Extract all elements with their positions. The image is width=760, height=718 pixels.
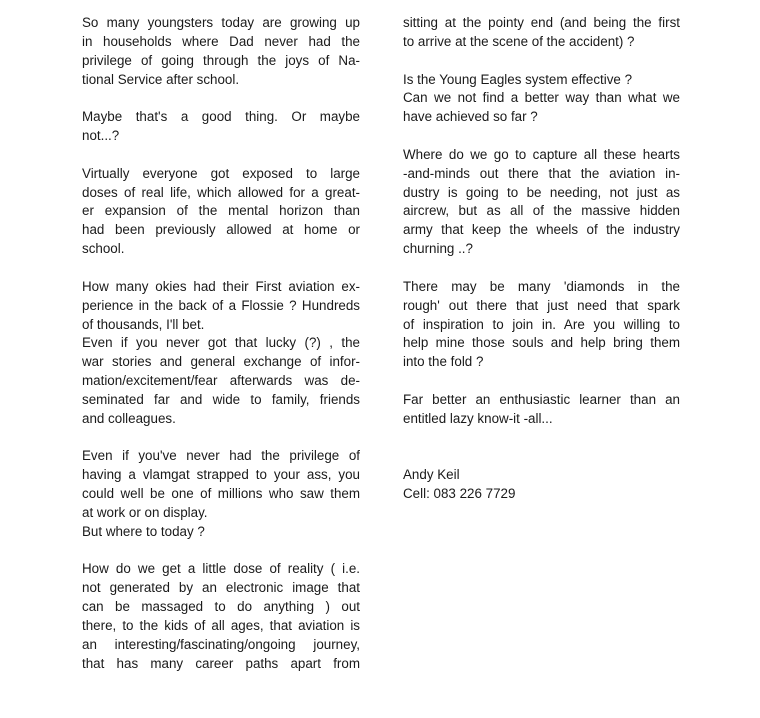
left-text-line: seminated far and wide to family, friends bbox=[82, 391, 360, 407]
left-text-line: and colleagues. bbox=[82, 410, 176, 426]
left-text-line: not...? bbox=[82, 128, 120, 144]
right-text-line: of inspiration to join in. Are you willing to bbox=[403, 316, 680, 332]
right-text-line: entitled lazy know-it -all... bbox=[403, 410, 553, 426]
paragraph-gap bbox=[403, 372, 680, 391]
right-text-line: rough' out there that just need that spark bbox=[403, 297, 680, 313]
left-text-line: perience in the back of a Flossie ? Hundreds bbox=[82, 297, 360, 313]
left-text-line: of thousands, I'll bet. bbox=[82, 316, 205, 332]
left-text-line: So many youngsters today are growing up bbox=[82, 15, 360, 30]
paragraph-gap bbox=[403, 259, 680, 278]
left-text-line: Even if you never got that lucky (?) , the bbox=[82, 335, 360, 351]
right-text-line: Is the Young Eagles system effective ? bbox=[403, 71, 633, 87]
left-text-line: Maybe that's a good thing. Or maybe bbox=[82, 109, 360, 125]
paragraph-gap bbox=[82, 259, 360, 278]
left-text-line: How do we get a little dose of reality ( i.e. bbox=[82, 561, 360, 577]
right-text-line: Andy Keil bbox=[403, 467, 460, 483]
right-text-line: Where do we go to capture all these hearts bbox=[403, 146, 680, 162]
right-text-line: help mine those souls and help bring them bbox=[403, 335, 680, 351]
right-text-line: churning ..? bbox=[403, 241, 473, 257]
left-text-line: Even if you've never had the privilege of bbox=[82, 448, 360, 464]
left-text-line: tional Service after school. bbox=[82, 71, 240, 87]
right-text-column bbox=[403, 14, 680, 504]
left-text-line: can be massaged to do anything ) out bbox=[82, 599, 360, 615]
right-text-line: Far better an enthusiastic learner than an bbox=[403, 391, 680, 407]
paragraph-gap bbox=[403, 127, 680, 146]
right-text-line: to arrive at the scene of the accident) ? bbox=[403, 33, 635, 49]
right-text-line: There may be many 'diamonds in the bbox=[403, 278, 680, 294]
left-text-line: having a vlamgat strapped to your ass, you bbox=[82, 467, 360, 483]
left-text-line: How many okies had their First aviation ex- bbox=[82, 278, 360, 294]
left-text-line: school. bbox=[82, 241, 125, 257]
paragraph-gap bbox=[403, 429, 680, 448]
right-text-line: Cell: 083 226 7729 bbox=[403, 486, 516, 502]
left-text-line: mation/excitement/fear afterwards was de- bbox=[82, 373, 360, 389]
paragraph-gap bbox=[82, 89, 360, 108]
right-text-line: Can we not find a better way than what we bbox=[403, 90, 680, 106]
paragraph-gap bbox=[403, 52, 680, 71]
left-text-line: But where to today ? bbox=[82, 523, 205, 539]
left-text-line: at work or on display. bbox=[82, 504, 208, 520]
right-text-line: into the fold ? bbox=[403, 354, 484, 370]
left-text-line: Virtually everyone got exposed to large bbox=[82, 165, 360, 181]
left-text-line: that has many career paths apart from bbox=[82, 655, 360, 671]
left-text-line: had been previously allowed at home or bbox=[82, 222, 360, 238]
left-text-line: doses of real life, which allowed for a great- bbox=[82, 184, 360, 200]
right-text-line: -and-minds out there that the aviation in- bbox=[403, 165, 680, 181]
left-text-line: privilege of going through the joys of Na- bbox=[82, 52, 360, 68]
left-text-line: could well be one of millions who saw them bbox=[82, 486, 360, 502]
left-text-line: there, to the kids of all ages, that aviation is bbox=[82, 618, 360, 633]
left-text-line: er expansion of the mental horizon than bbox=[82, 203, 360, 219]
right-text-line: aircrew, but as all of the massive hidden bbox=[403, 203, 680, 219]
paragraph-gap bbox=[403, 447, 680, 466]
left-text-column bbox=[82, 14, 360, 674]
right-text-line: dustry is going to be needing, not just as bbox=[403, 184, 680, 200]
left-text-line: an interesting/fascinating/ongoing journey, bbox=[82, 636, 360, 652]
right-text-line: have achieved so far ? bbox=[403, 109, 538, 125]
right-text-line: army that keep the wheels of the industry bbox=[403, 222, 680, 238]
paragraph-gap bbox=[82, 542, 360, 561]
right-text-line: sitting at the pointy end (and being the first bbox=[403, 15, 680, 30]
left-text-line: not generated by an electronic image that bbox=[82, 580, 360, 596]
paragraph-gap bbox=[82, 146, 360, 165]
paragraph-gap bbox=[82, 429, 360, 448]
left-text-line: war stories and general exchange of infor- bbox=[82, 354, 360, 370]
left-text-line: in households where Dad never had the bbox=[82, 33, 360, 49]
